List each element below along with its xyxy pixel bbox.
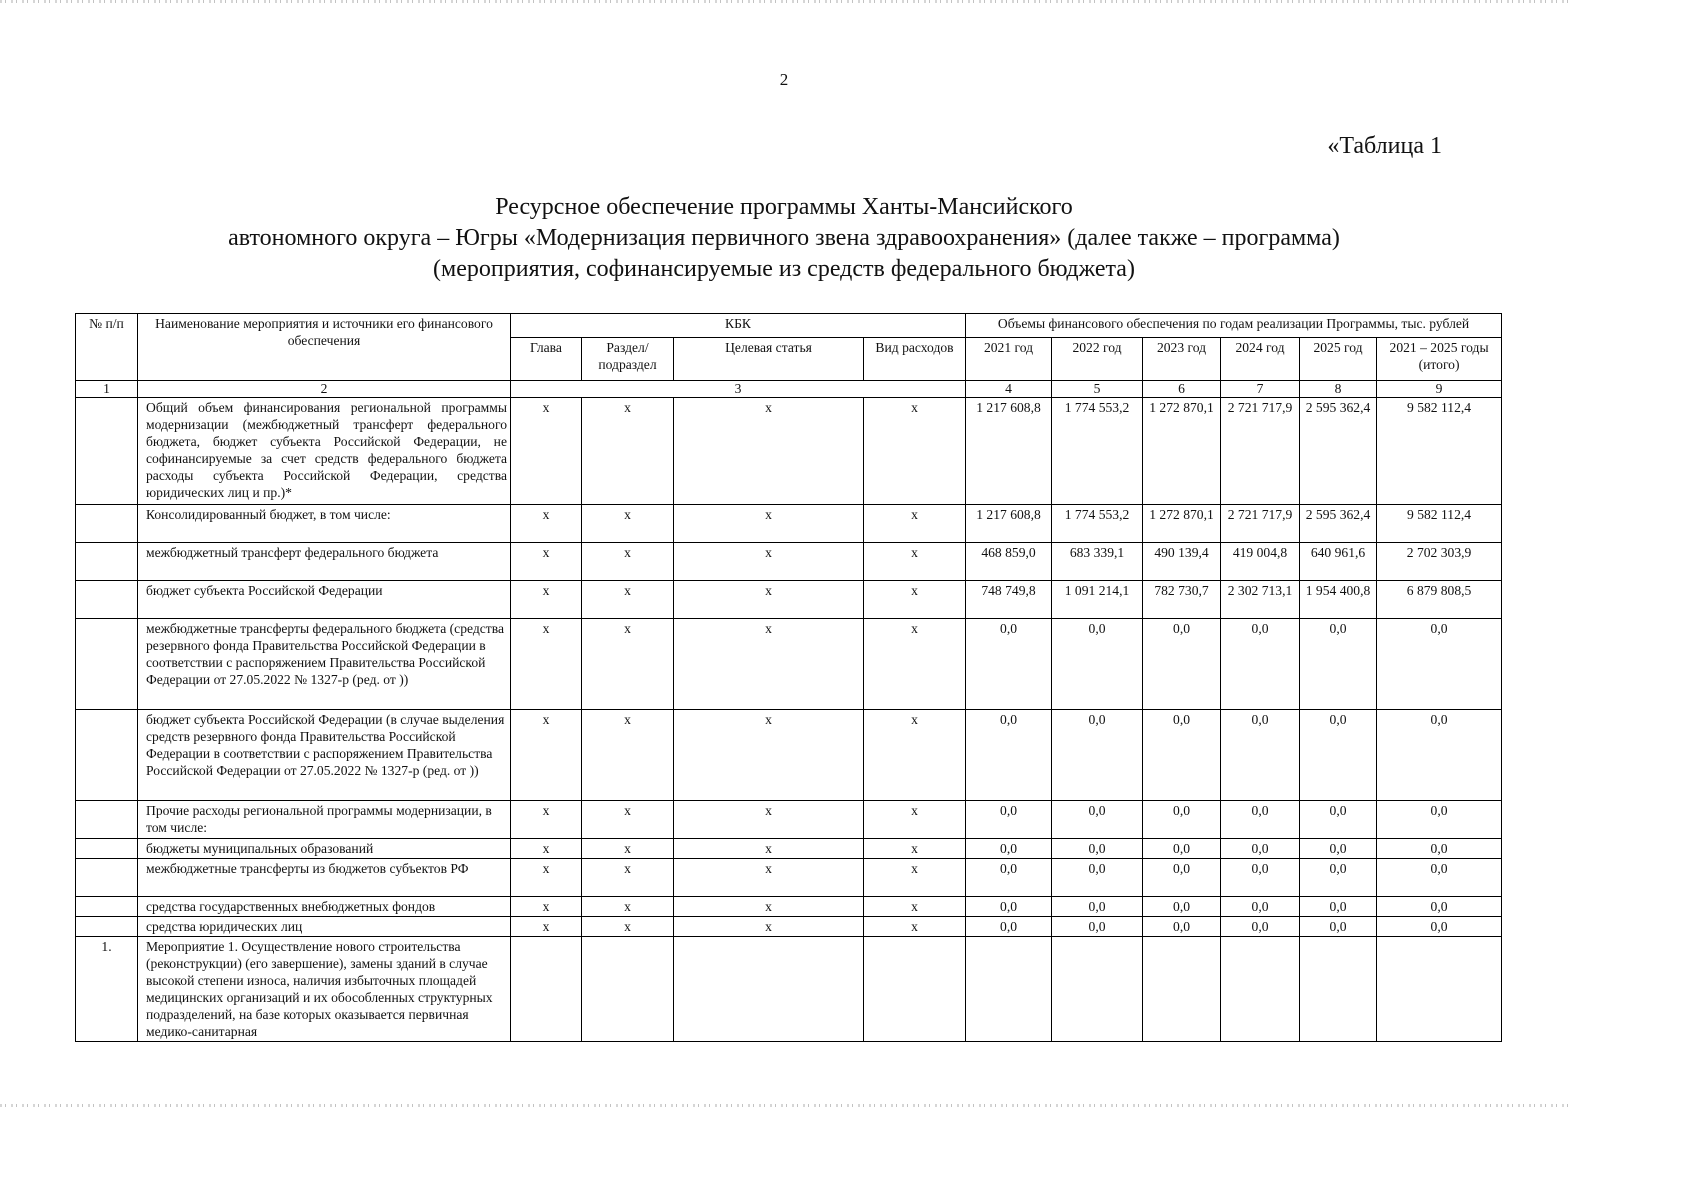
row-name: межбюджетные трансферты федерального бюджета (средства резервного фонда Правительства Российской Федерации в соответствии с распоряжением Правительства Российской Федерации от 27.05.2022 № 1327-р (ред. от )) [138, 619, 511, 710]
table-row [76, 801, 1502, 839]
row-number [76, 801, 138, 839]
cell-2024: 419 004,8 [1221, 543, 1300, 581]
cell-2022: 0,0 [1052, 897, 1143, 917]
title-line-3: (мероприятия, софинансируемые из средств федерального бюджета) [433, 256, 1135, 282]
cell-2024 [1221, 937, 1300, 1042]
row-number [76, 859, 138, 897]
cell-total: 0,0 [1377, 619, 1502, 710]
cell-statya: х [674, 619, 864, 710]
cell-2022: 0,0 [1052, 859, 1143, 897]
cell-2023: 0,0 [1143, 839, 1221, 859]
cell-vid: х [864, 505, 966, 543]
page-number: 2 [779, 70, 789, 89]
cell-glava: х [511, 710, 582, 801]
header-row-1 [76, 314, 1502, 338]
cell-2025 [1300, 937, 1377, 1042]
table-row [76, 398, 1502, 505]
cell-2022 [1052, 937, 1143, 1042]
row-name: средства юридических лиц [138, 917, 511, 937]
cell-total: 0,0 [1377, 839, 1502, 859]
cell-2022: 1 774 553,2 [1052, 398, 1143, 505]
cell-glava: х [511, 839, 582, 859]
cell-total: 9 582 112,4 [1377, 505, 1502, 543]
cell-2025: 0,0 [1300, 619, 1377, 710]
cell-2025: 640 961,6 [1300, 543, 1377, 581]
row-name: бюджет субъекта Российской Федерации [138, 581, 511, 619]
cell-total: 0,0 [1377, 917, 1502, 937]
table-row [76, 505, 1502, 543]
column-index: 5 [1052, 381, 1143, 398]
cell-razdel: х [582, 398, 674, 505]
cell-2023: 0,0 [1143, 710, 1221, 801]
cell-2023: 490 139,4 [1143, 543, 1221, 581]
cell-glava: х [511, 801, 582, 839]
cell-razdel: х [582, 839, 674, 859]
column-index: 4 [966, 381, 1052, 398]
cell-razdel: х [582, 505, 674, 543]
row-number [76, 710, 138, 801]
row-number [76, 398, 138, 505]
table-row [76, 917, 1502, 937]
row-name: Прочие расходы региональной программы модернизации, в том числе: [138, 801, 511, 839]
column-index: 8 [1300, 381, 1377, 398]
table-row [76, 859, 1502, 897]
cell-2021 [966, 937, 1052, 1042]
column-index: 2 [138, 381, 511, 398]
cell-vid: х [864, 801, 966, 839]
row-number [76, 619, 138, 710]
cell-vid [864, 937, 966, 1042]
cell-glava: х [511, 581, 582, 619]
row-number [76, 917, 138, 937]
row-number [76, 581, 138, 619]
header-vid: Вид расходов [864, 337, 966, 381]
cell-2023: 0,0 [1143, 619, 1221, 710]
table-label: «Таблица 1 [1327, 133, 1442, 159]
header-2021: 2021 год [966, 337, 1052, 381]
cell-2021: 0,0 [966, 619, 1052, 710]
row-number: 1. [76, 937, 138, 1042]
cell-2024: 0,0 [1221, 801, 1300, 839]
document-title [0, 192, 1568, 285]
row-name: межбюджетные трансферты из бюджетов субъектов РФ [138, 859, 511, 897]
cell-2023: 1 272 870,1 [1143, 398, 1221, 505]
row-name: бюджет субъекта Российской Федерации (в случае выделения средств резервного фонда Правительства Российской Федерации в соответствии с распоряжением Правительства Российской Федерации от 27.05.2022 № 1327-р (ред. от )) [138, 710, 511, 801]
header-total: 2021 – 2025 годы (итого) [1377, 337, 1502, 381]
cell-statya: х [674, 505, 864, 543]
cell-glava: х [511, 543, 582, 581]
cell-statya: х [674, 710, 864, 801]
cell-glava: х [511, 859, 582, 897]
header-2024: 2024 год [1221, 337, 1300, 381]
cell-razdel: х [582, 859, 674, 897]
cell-2023: 782 730,7 [1143, 581, 1221, 619]
header-2025: 2025 год [1300, 337, 1377, 381]
table-row [76, 839, 1502, 859]
header-num: № п/п [76, 314, 138, 381]
cell-2022: 683 339,1 [1052, 543, 1143, 581]
table-row [76, 619, 1502, 710]
table-row [76, 897, 1502, 917]
cell-vid: х [864, 398, 966, 505]
cell-2022: 0,0 [1052, 710, 1143, 801]
cell-total: 0,0 [1377, 801, 1502, 839]
cell-statya: х [674, 917, 864, 937]
header-statya: Целевая статья [674, 337, 864, 381]
row-number [76, 505, 138, 543]
cell-2025: 1 954 400,8 [1300, 581, 1377, 619]
cell-2024: 0,0 [1221, 710, 1300, 801]
cell-razdel: х [582, 897, 674, 917]
cell-2024: 2 721 717,9 [1221, 505, 1300, 543]
header-volumes: Объемы финансового обеспечения по годам реализации Программы, тыс. рублей [966, 314, 1502, 338]
cell-statya: х [674, 581, 864, 619]
cell-2024: 0,0 [1221, 897, 1300, 917]
table-row [76, 543, 1502, 581]
cell-2025: 0,0 [1300, 801, 1377, 839]
cell-total: 0,0 [1377, 859, 1502, 897]
cell-2022: 0,0 [1052, 839, 1143, 859]
cell-2021: 1 217 608,8 [966, 398, 1052, 505]
cell-2021: 0,0 [966, 859, 1052, 897]
cell-2024: 0,0 [1221, 859, 1300, 897]
cell-2021: 0,0 [966, 839, 1052, 859]
cell-vid: х [864, 839, 966, 859]
cell-2022: 1 091 214,1 [1052, 581, 1143, 619]
row-name: Общий объем финансирования региональной программы модернизации (межбюджетный трансферт федерального бюджета, бюджет субъекта Российской Федерации, не софинансируемые за счет средств федерального бюджета расходы субъекта Российской Федерации, средства юридических лиц и пр.)* [138, 398, 511, 505]
cell-glava: х [511, 917, 582, 937]
cell-glava: х [511, 897, 582, 917]
cell-2023 [1143, 937, 1221, 1042]
cell-total: 9 582 112,4 [1377, 398, 1502, 505]
cell-vid: х [864, 897, 966, 917]
header-2022: 2022 год [1052, 337, 1143, 381]
cell-2024: 0,0 [1221, 619, 1300, 710]
column-index-row [76, 381, 1502, 398]
cell-total [1377, 937, 1502, 1042]
cell-statya: х [674, 801, 864, 839]
cell-glava: х [511, 398, 582, 505]
cell-2024: 0,0 [1221, 917, 1300, 937]
cell-2021: 0,0 [966, 710, 1052, 801]
cell-2023: 1 272 870,1 [1143, 505, 1221, 543]
column-index: 1 [76, 381, 138, 398]
cell-razdel: х [582, 543, 674, 581]
row-name: средства государственных внебюджетных фондов [138, 897, 511, 917]
scan-edge-bottom [0, 1104, 1568, 1107]
header-kbk: КБК [511, 314, 966, 338]
table-row [76, 937, 1502, 1042]
cell-2023: 0,0 [1143, 859, 1221, 897]
cell-vid: х [864, 619, 966, 710]
cell-vid: х [864, 859, 966, 897]
cell-statya: х [674, 398, 864, 505]
cell-2021: 0,0 [966, 801, 1052, 839]
title-line-2: автономного округа – Югры «Модернизация первичного звена здравоохранения» (далее также – программа) [228, 225, 1340, 251]
cell-total: 0,0 [1377, 897, 1502, 917]
row-name: межбюджетный трансферт федерального бюджета [138, 543, 511, 581]
cell-razdel: х [582, 710, 674, 801]
cell-2021: 0,0 [966, 897, 1052, 917]
cell-razdel [582, 937, 674, 1042]
column-index: 9 [1377, 381, 1502, 398]
header-glava: Глава [511, 337, 582, 381]
cell-razdel: х [582, 581, 674, 619]
row-name: Мероприятие 1. Осуществление нового строительства (реконструкции) (его завершение), замены зданий в случае высокой степени износа, наличия избыточных площадей медицинских организаций и их обособленных структурных подразделений, на базе которых оказывается первичная медико-санитарная [138, 937, 511, 1042]
cell-2021: 0,0 [966, 917, 1052, 937]
cell-2022: 0,0 [1052, 801, 1143, 839]
cell-2022: 0,0 [1052, 917, 1143, 937]
title-line-1: Ресурсное обеспечение программы Ханты-Мансийского [495, 194, 1073, 220]
cell-2025: 0,0 [1300, 917, 1377, 937]
cell-glava: х [511, 505, 582, 543]
row-name: Консолидированный бюджет, в том числе: [138, 505, 511, 543]
cell-2025: 0,0 [1300, 839, 1377, 859]
cell-2024: 0,0 [1221, 839, 1300, 859]
cell-2023: 0,0 [1143, 917, 1221, 937]
column-index: 3 [511, 381, 966, 398]
cell-2021: 748 749,8 [966, 581, 1052, 619]
cell-razdel: х [582, 917, 674, 937]
cell-statya [674, 937, 864, 1042]
cell-statya: х [674, 839, 864, 859]
cell-statya: х [674, 543, 864, 581]
cell-vid: х [864, 581, 966, 619]
row-number [76, 543, 138, 581]
cell-razdel: х [582, 801, 674, 839]
cell-statya: х [674, 859, 864, 897]
cell-2023: 0,0 [1143, 897, 1221, 917]
cell-total: 6 879 808,5 [1377, 581, 1502, 619]
cell-2025: 0,0 [1300, 897, 1377, 917]
cell-2022: 1 774 553,2 [1052, 505, 1143, 543]
header-2023: 2023 год [1143, 337, 1221, 381]
cell-2025: 0,0 [1300, 859, 1377, 897]
cell-2025: 0,0 [1300, 710, 1377, 801]
cell-vid: х [864, 543, 966, 581]
row-number [76, 839, 138, 859]
cell-2024: 2 721 717,9 [1221, 398, 1300, 505]
cell-2025: 2 595 362,4 [1300, 398, 1377, 505]
cell-2023: 0,0 [1143, 801, 1221, 839]
cell-razdel: х [582, 619, 674, 710]
cell-total: 2 702 303,9 [1377, 543, 1502, 581]
header-name: Наименование мероприятия и источники его финансового обеспечения [138, 314, 511, 381]
cell-vid: х [864, 710, 966, 801]
column-index: 6 [1143, 381, 1221, 398]
row-number [76, 897, 138, 917]
cell-vid: х [864, 917, 966, 937]
table-body [76, 398, 1502, 1042]
column-index: 7 [1221, 381, 1300, 398]
financing-table [75, 313, 1502, 1042]
row-name: бюджеты муниципальных образований [138, 839, 511, 859]
cell-total: 0,0 [1377, 710, 1502, 801]
cell-2024: 2 302 713,1 [1221, 581, 1300, 619]
cell-2022: 0,0 [1052, 619, 1143, 710]
cell-statya: х [674, 897, 864, 917]
cell-glava [511, 937, 582, 1042]
scan-edge-top [0, 0, 1568, 3]
cell-2021: 468 859,0 [966, 543, 1052, 581]
table-row [76, 710, 1502, 801]
cell-2021: 1 217 608,8 [966, 505, 1052, 543]
cell-glava: х [511, 619, 582, 710]
cell-2025: 2 595 362,4 [1300, 505, 1377, 543]
table-row [76, 581, 1502, 619]
header-razdel: Раздел/ подраздел [582, 337, 674, 381]
